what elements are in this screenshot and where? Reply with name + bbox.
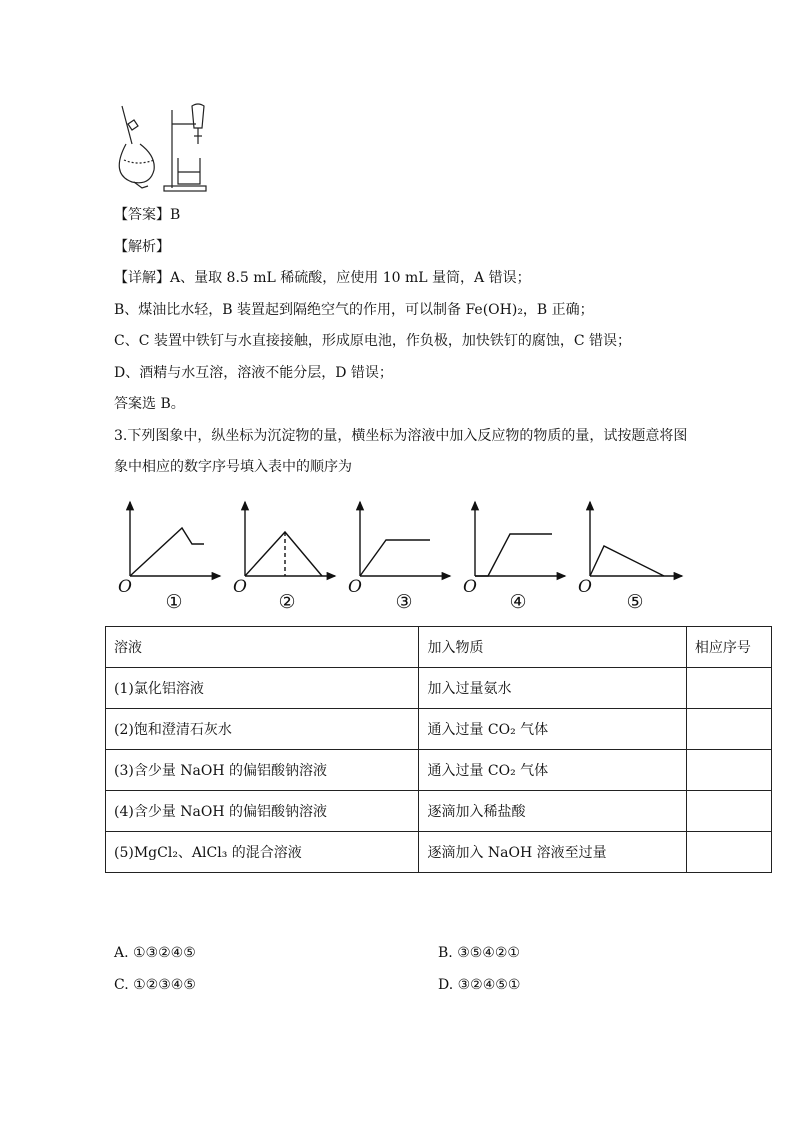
row-solution: (1)氯化铝溶液 — [106, 668, 419, 709]
graph-1-label: ① — [165, 591, 183, 613]
question-line-1: 3.下列图象中，纵坐标为沉淀物的量，横坐标为溶液中加入反应物的物质的量，试按题意将图 — [114, 428, 688, 444]
graph-1 — [130, 502, 220, 576]
option-d[interactable]: D. ③②④⑤① — [438, 977, 521, 993]
answer-value: B — [170, 207, 181, 223]
question-line-2: 象中相应的数字序号填入表中的顺序为 — [114, 459, 352, 475]
graph-4-label: ④ — [509, 591, 527, 613]
graph-2-label: ② — [278, 591, 296, 613]
table-row — [106, 791, 772, 832]
graph-4 — [475, 502, 565, 576]
detail-line-1: 【详解】A、量取 8.5 mL 稀硫酸，应使用 10 mL 量筒，A 错误； — [114, 270, 531, 286]
analysis-label: 【解析】 — [114, 239, 170, 255]
answer-label: 【答案】 — [114, 207, 170, 223]
row-solution: (4)含少量 NaOH 的偏铝酸钠溶液 — [106, 791, 419, 832]
table-row — [106, 668, 772, 709]
row-solution: (5)MgCl₂、AlCl₃ 的混合溶液 — [106, 832, 419, 873]
graph-4-origin: O — [463, 577, 477, 597]
option-c[interactable]: C. ①②③④⑤ — [114, 977, 196, 993]
table-header-row — [106, 627, 772, 668]
graphs-figure — [112, 496, 692, 614]
row-reagent: 通入过量 CO₂ 气体 — [419, 709, 686, 750]
table-row — [106, 709, 772, 750]
header-solution: 溶液 — [106, 627, 419, 668]
question-table — [105, 626, 772, 873]
apparatus-figure — [112, 100, 212, 194]
graph-3-label: ③ — [395, 591, 413, 613]
graph-2-origin: O — [233, 577, 247, 597]
detail-line-3: C、C 装置中铁钉与水直接接触，形成原电池，作负极，加快铁钉的腐蚀，C 错误； — [114, 333, 632, 349]
graph-3-origin: O — [348, 577, 362, 597]
graph-2 — [245, 502, 335, 576]
table-row — [106, 832, 772, 873]
option-b[interactable]: B. ③⑤④②① — [438, 945, 520, 961]
row-solution: (2)饱和澄清石灰水 — [106, 709, 419, 750]
row-solution: (3)含少量 NaOH 的偏铝酸钠溶液 — [106, 750, 419, 791]
header-answer: 相应序号 — [686, 627, 771, 668]
graph-3 — [360, 502, 450, 576]
row-answer-cell[interactable] — [686, 709, 771, 750]
graph-1-origin: O — [118, 577, 132, 597]
row-reagent: 逐滴加入稀盐酸 — [419, 791, 686, 832]
option-a[interactable]: A. ①③②④⑤ — [114, 945, 196, 961]
detail-line-5: 答案选 B。 — [114, 396, 185, 412]
graph-5-origin: O — [578, 577, 592, 597]
table-row — [106, 750, 772, 791]
row-reagent: 加入过量氨水 — [419, 668, 686, 709]
row-answer-cell[interactable] — [686, 668, 771, 709]
graph-5-label: ⑤ — [626, 591, 644, 613]
row-reagent: 通入过量 CO₂ 气体 — [419, 750, 686, 791]
detail-line-2: B、煤油比水轻，B 装置起到隔绝空气的作用，可以制备 Fe(OH)₂，B 正确； — [114, 302, 594, 318]
detail-line-4: D、酒精与水互溶，溶液不能分层，D 错误； — [114, 365, 393, 381]
graph-5 — [590, 502, 682, 576]
answer-line — [114, 205, 180, 225]
row-answer-cell[interactable] — [686, 791, 771, 832]
row-answer-cell[interactable] — [686, 750, 771, 791]
row-reagent: 逐滴加入 NaOH 溶液至过量 — [419, 832, 686, 873]
header-reagent: 加入物质 — [419, 627, 686, 668]
row-answer-cell[interactable] — [686, 832, 771, 873]
